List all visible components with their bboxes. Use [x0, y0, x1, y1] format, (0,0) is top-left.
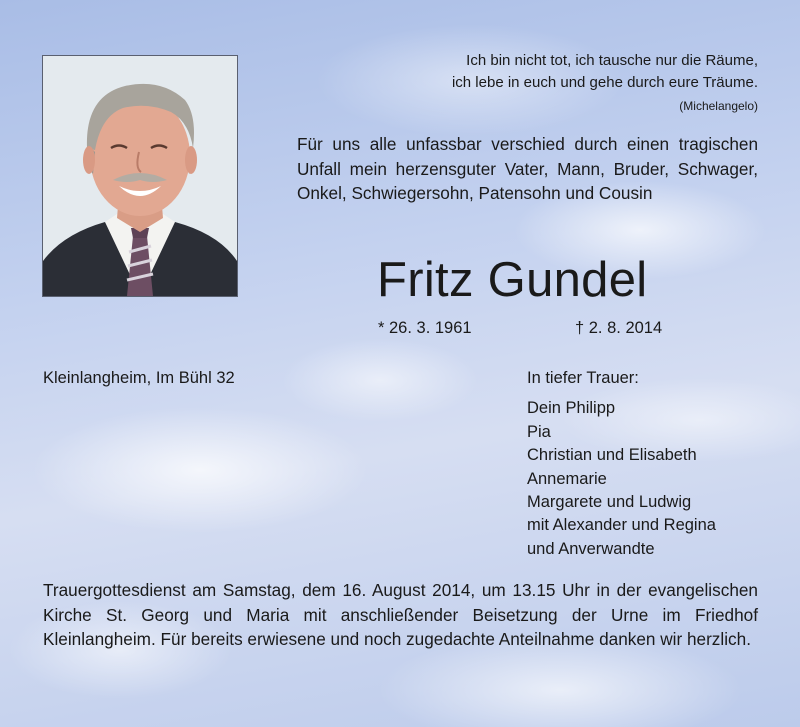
- mourners-heading: In tiefer Trauer:: [527, 369, 639, 387]
- deceased-name: Fritz Gundel: [377, 253, 648, 307]
- mourner-name: Christian und Elisabeth: [527, 446, 697, 465]
- quote-block: [358, 50, 758, 118]
- mourner-name: mit Alexander und Regina: [527, 516, 716, 535]
- portrait-photo: [42, 55, 238, 297]
- mourners-list: [527, 397, 716, 561]
- service-text: Trauergottesdienst am Samstag, dem 16. August 2014, um 13.15 Uhr in der evangelischen Kirche St. Georg und Maria mit anschließender Beisetzung der Urne im Friedhof Kleinlangheim. Für bereits erwiesene und noch zugedachte Anteilnahme danken wir herzlich.: [43, 580, 758, 649]
- portrait-illustration: [43, 56, 237, 296]
- mourner-name: Margarete und Ludwig: [527, 493, 692, 512]
- birth-date: * 26. 3. 1961: [378, 319, 472, 337]
- intro-text: Für uns alle unfassbar verschied durch einen tragischen Unfall mein herzensguter Vater, Mann, Bruder, Schwager, Onkel, Schwiegersohn, Patensohn und Cousin: [297, 134, 758, 203]
- mourner-name: Dein Philipp: [527, 399, 616, 418]
- quote-author: (Michelangelo): [679, 99, 758, 113]
- address: Kleinlangheim, Im Bühl 32: [43, 369, 235, 387]
- mourner-name: Annemarie: [527, 469, 607, 488]
- mourner-name: Pia: [527, 422, 551, 441]
- quote-line-2: ich lebe in euch und gehe durch eure Träume.: [451, 74, 758, 91]
- mourners-block: [527, 367, 716, 561]
- mourner-name: und Anverwandte: [527, 539, 655, 558]
- death-date: † 2. 8. 2014: [575, 319, 663, 337]
- quote-line-1: Ich bin nicht tot, ich tausche nur die Räume,: [466, 52, 758, 69]
